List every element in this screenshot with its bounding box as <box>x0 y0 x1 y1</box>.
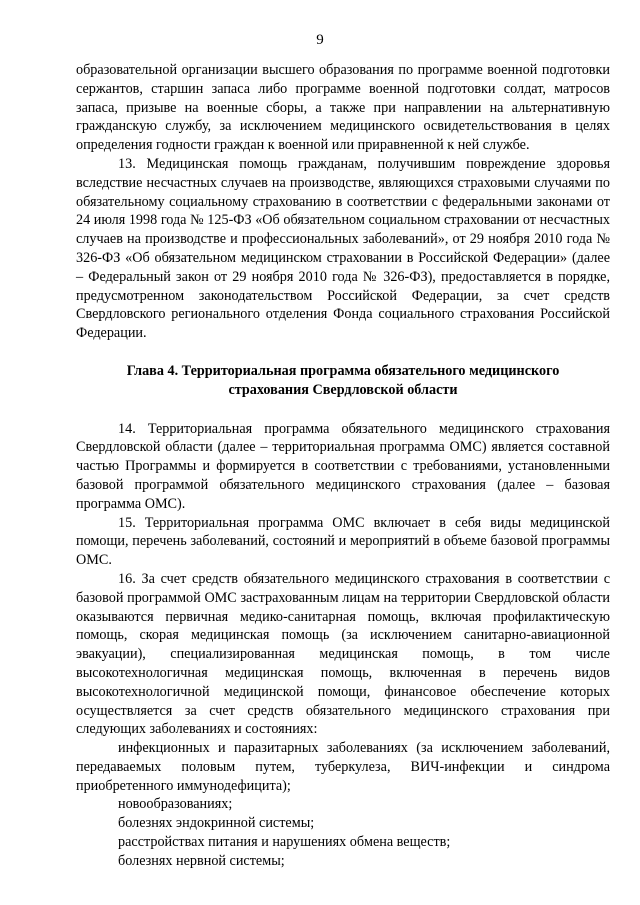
diseases-list <box>76 795 610 870</box>
list-item: болезнях эндокринной системы; <box>118 815 315 832</box>
chapter-title: Глава 4. Территориальная программа обязательного медицинского страхования Свердловской области <box>126 362 560 398</box>
paragraph-14: 14. Территориальная программа обязательного медицинского страхования Свердловской области (далее – территориальная программа ОМС) является составной частью Программы и формируется в соответствии с требованиями, установленными базовой программой обязательного медицинского страхования (далее – базовая программа ОМС). <box>76 420 610 512</box>
paragraph-15: 15. Территориальная программа ОМС включает в себя виды медицинской помощи, перечень заболеваний, состояний и мероприятий в объеме базовой программы ОМС. <box>76 514 610 569</box>
list-item: расстройствах питания и нарушениях обмена веществ; <box>118 834 451 851</box>
document-body <box>76 61 610 871</box>
paragraph-16: 16. За счет средств обязательного медицинского страхования в соответствии с базовой программой ОМС застрахованным лицам на территории Свердловской области оказываются первичная медико-санитарная помощь, включая профилактическую помощь, скорая медицинская помощь (за исключением санитарно-авиационной эвакуации), специализированная медицинская помощь, в том числе высокотехнологичная медицинская помощь, включенная в перечень видов высокотехнологичной медицинской помощи, финансовое обеспечение которых осуществляется за счет средств обязательного медицинского страхования при следующих заболеваниях и состояниях: <box>76 570 610 738</box>
list-item: новообразованиях; <box>118 796 233 813</box>
paragraph-continuation: образовательной организации высшего образования по программе военной подготовки сержантов, старшин запаса либо программе военной подготовки солдат, матросов запаса, призыве на военные сборы, а также при направлении на альтернативную гражданскую службу, за исключением медицинского освидетельствования в целях определения годности граждан к военной или приравненной к ней службе. <box>76 62 610 154</box>
page-number: 9 <box>316 32 324 48</box>
list-item: болезнях нервной системы; <box>118 852 285 869</box>
paragraph-infectious-diseases: инфекционных и паразитарных заболеваниях (за исключением заболеваний, передаваемых половым путем, туберкулеза, ВИЧ-инфекции и синдрома приобретенного иммунодефицита); <box>76 740 610 794</box>
paragraph-13: 13. Медицинская помощь гражданам, получившим повреждение здоровья вследствие несчастных случаев на производстве, являющихся страховыми случаями по обязательному социальному страхованию в соответствии с федеральными законами от 24 июля 1998 года № 125-ФЗ «Об обязательном социальном страховании от несчастных случаев на производстве и профессиональных заболеваний», от 29 ноября 2010 года № 326-ФЗ «Об обязательном медицинском страховании в Российской Федерации» (далее – Федеральный закон от 29 ноября 2010 года № 326-ФЗ), предоставляется в порядке, предусмотренном законодательством Российской Федерации, за счет средств Свердловского регионального отделения Фонда социального страхования Российской Федерации. <box>76 155 610 342</box>
